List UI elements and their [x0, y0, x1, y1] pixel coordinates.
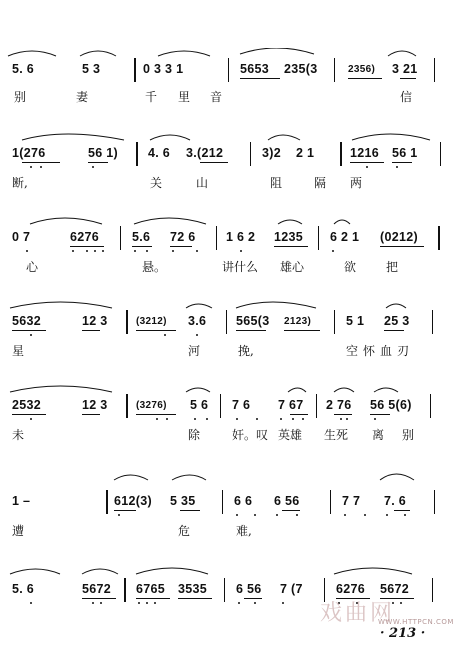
underline-mark — [392, 162, 412, 163]
notation-cell: 0 3 3 1 — [143, 62, 184, 76]
low-octave-dot — [92, 166, 94, 168]
notation-cell: 5632 — [12, 314, 42, 328]
bar-line — [120, 226, 121, 250]
underline-mark — [350, 162, 384, 163]
underline-mark — [274, 246, 308, 247]
notation-cell: 6276 — [70, 230, 100, 244]
low-octave-dot — [236, 514, 238, 516]
slur-marks — [0, 130, 470, 220]
lyric-char: 阻 — [270, 176, 283, 190]
bar-line — [316, 394, 317, 418]
low-octave-dot — [154, 602, 156, 604]
lyric-char: 雄心 — [280, 260, 305, 274]
underline-mark — [132, 246, 152, 247]
bar-line — [434, 58, 435, 82]
notation-cell: 5 35 — [170, 494, 196, 508]
notation-cell: 7 (7 — [280, 582, 303, 596]
bar-line — [220, 394, 221, 418]
underline-mark — [82, 414, 100, 415]
underline-mark — [178, 598, 212, 599]
lyric-char: 山 — [196, 176, 209, 190]
underline-mark — [82, 330, 100, 331]
notation-cell: 6 56 — [274, 494, 300, 508]
lyric-char: 里 — [178, 90, 191, 104]
notation-cell: 6765 — [136, 582, 166, 596]
lyric-char: 千 — [145, 90, 158, 104]
lyric-char: 隔 — [314, 176, 327, 190]
notation-cell: 12 3 — [82, 314, 108, 328]
bar-line — [438, 226, 440, 250]
underline-mark — [348, 78, 382, 79]
lyric-char: 星 — [12, 344, 25, 358]
lyric-char: 危 — [178, 524, 191, 538]
low-octave-dot — [236, 418, 238, 420]
notation-cell: (0212) — [380, 230, 418, 244]
low-octave-dot — [102, 250, 104, 252]
underline-mark — [236, 330, 266, 331]
notation-cell: 5. 6 — [12, 582, 35, 596]
notation-cell: 56 1) — [88, 146, 118, 160]
low-octave-dot — [172, 250, 174, 252]
lyric-char: 欲 — [344, 260, 357, 274]
underline-mark — [22, 162, 60, 163]
underline-mark — [200, 162, 228, 163]
bar-line — [250, 142, 251, 166]
low-octave-dot — [40, 166, 42, 168]
low-octave-dot — [254, 514, 256, 516]
bar-line — [434, 490, 435, 514]
low-octave-dot — [86, 250, 88, 252]
watermark-url: WWW.HTTPCN.COM — [378, 618, 454, 626]
bar-line — [430, 394, 431, 418]
notation-cell: 5 3 — [82, 62, 101, 76]
low-octave-dot — [282, 602, 284, 604]
low-octave-dot — [30, 418, 32, 420]
notation-cell: 1235 — [274, 230, 304, 244]
bar-line — [134, 58, 136, 82]
notation-cell: 6 56 — [236, 582, 262, 596]
notation-cell: 7 67 — [278, 398, 304, 412]
bar-line — [136, 142, 138, 166]
underline-mark — [394, 510, 410, 511]
lyric-char: 生死 — [324, 428, 349, 442]
bar-line — [216, 226, 217, 250]
lyric-char: 离 — [372, 428, 385, 442]
low-octave-dot — [166, 418, 168, 420]
low-octave-dot — [94, 250, 96, 252]
lyric-char: 挽, — [238, 344, 254, 358]
lyric-char: 把 — [386, 260, 399, 274]
underline-mark — [384, 330, 404, 331]
bar-line — [334, 58, 335, 82]
low-octave-dot — [156, 418, 158, 420]
low-octave-dot — [196, 334, 198, 336]
low-octave-dot — [344, 514, 346, 516]
notation-cell: 5672 — [380, 582, 410, 596]
low-octave-dot — [138, 602, 140, 604]
slur-marks — [0, 376, 470, 466]
underline-mark — [170, 246, 192, 247]
bar-line — [222, 490, 223, 514]
low-octave-dot — [340, 418, 342, 420]
notation-cell: 7. 6 — [384, 494, 407, 508]
notation-cell: 2123) — [284, 316, 312, 327]
low-octave-dot — [100, 602, 102, 604]
lyric-char: 信 — [400, 90, 413, 104]
bar-line — [318, 226, 319, 250]
low-octave-dot — [30, 166, 32, 168]
underline-mark — [70, 246, 104, 247]
underline-mark — [12, 414, 46, 415]
notation-cell: 5.6 — [132, 230, 151, 244]
low-octave-dot — [332, 250, 334, 252]
lyric-char: 难, — [236, 524, 252, 538]
notation-cell: 3.(212 — [186, 146, 224, 160]
lyric-char: 除 — [188, 428, 201, 442]
notation-cell: 72 6 — [170, 230, 196, 244]
notation-cell: 1 6 2 — [226, 230, 256, 244]
lyric-char: 心 — [26, 260, 39, 274]
low-octave-dot — [254, 602, 256, 604]
watermark-logo: 戏曲网 — [320, 601, 396, 626]
notation-cell: 1216 — [350, 146, 380, 160]
bar-line — [226, 310, 227, 334]
notation-cell: 565(3 — [236, 314, 270, 328]
notation-cell: 56 5(6) — [370, 398, 412, 412]
low-octave-dot — [30, 334, 32, 336]
bar-line — [330, 490, 331, 514]
low-octave-dot — [134, 250, 136, 252]
lyric-char: 关 — [150, 176, 163, 190]
notation-cell: 5 1 — [346, 314, 365, 328]
notation-cell: 3535 — [178, 582, 208, 596]
lyric-char: 空怀血刃 — [346, 344, 415, 358]
notation-cell: 6 6 — [234, 494, 253, 508]
low-octave-dot — [194, 418, 196, 420]
score-system-5 — [0, 376, 470, 466]
low-octave-dot — [146, 602, 148, 604]
notation-cell: 2 1 — [296, 146, 315, 160]
notation-cell: 5653 — [240, 62, 270, 76]
lyric-char: 别 — [14, 90, 27, 104]
low-octave-dot — [302, 418, 304, 420]
underline-mark — [82, 598, 116, 599]
notation-cell: 0 7 — [12, 230, 31, 244]
slur-marks — [0, 294, 470, 384]
underline-mark — [12, 330, 46, 331]
low-octave-dot — [296, 514, 298, 516]
low-octave-dot — [364, 514, 366, 516]
underline-mark — [334, 414, 352, 415]
bar-line — [106, 490, 108, 514]
low-octave-dot — [276, 514, 278, 516]
low-octave-dot — [374, 418, 376, 420]
underline-mark — [88, 162, 108, 163]
low-octave-dot — [146, 250, 148, 252]
underline-mark — [136, 414, 176, 415]
low-octave-dot — [256, 418, 258, 420]
notation-cell: 7 7 — [342, 494, 361, 508]
low-octave-dot — [386, 514, 388, 516]
low-octave-dot — [238, 602, 240, 604]
lyric-char: 奸。叹 — [232, 428, 269, 442]
notation-cell: 7 6 — [232, 398, 251, 412]
notation-cell: 6276 — [336, 582, 366, 596]
score-system-6 — [0, 460, 470, 550]
notation-cell: 12 3 — [82, 398, 108, 412]
slur-marks — [0, 212, 470, 302]
lyric-char: 音 — [210, 90, 223, 104]
notation-cell: 25 3 — [384, 314, 410, 328]
underline-mark — [114, 510, 136, 511]
low-octave-dot — [366, 166, 368, 168]
lyric-char: 讲什么 — [222, 260, 259, 274]
bar-line — [126, 394, 128, 418]
low-octave-dot — [196, 250, 198, 252]
bar-line — [440, 142, 441, 166]
notation-cell: 1(276 — [12, 146, 46, 160]
score-system-3 — [0, 212, 470, 302]
lyric-char: 遭 — [12, 524, 25, 538]
lyric-char: 未 — [12, 428, 25, 442]
bar-line — [124, 578, 126, 602]
score-system-1 — [0, 48, 470, 138]
bar-line — [340, 142, 342, 166]
bar-line — [126, 310, 128, 334]
low-octave-dot — [30, 602, 32, 604]
low-octave-dot — [396, 166, 398, 168]
lyric-char: 别 — [402, 428, 415, 442]
notation-cell: 4. 6 — [148, 146, 171, 160]
low-octave-dot — [26, 250, 28, 252]
low-octave-dot — [404, 514, 406, 516]
score-system-2 — [0, 130, 470, 220]
low-octave-dot — [280, 418, 282, 420]
low-octave-dot — [72, 250, 74, 252]
low-octave-dot — [240, 250, 242, 252]
notation-cell: 5672 — [82, 582, 112, 596]
underline-mark — [136, 330, 176, 331]
notation-cell: (3212) — [136, 316, 167, 327]
notation-cell: 3)2 — [262, 146, 281, 160]
notation-cell: 56 1 — [392, 146, 418, 160]
bar-line — [334, 310, 335, 334]
page-number: · 213 · — [380, 626, 426, 641]
underline-mark — [180, 510, 200, 511]
underline-mark — [290, 414, 308, 415]
low-octave-dot — [164, 334, 166, 336]
underline-mark — [400, 78, 416, 79]
underline-mark — [370, 414, 390, 415]
lyric-char: 妻 — [76, 90, 89, 104]
notation-cell: 3.6 — [188, 314, 207, 328]
notation-cell: (3276) — [136, 400, 167, 411]
lyric-char: 两 — [350, 176, 363, 190]
underline-mark — [282, 510, 300, 511]
underline-mark — [136, 598, 170, 599]
notation-cell: 6 2 1 — [330, 230, 360, 244]
underline-mark — [284, 330, 320, 331]
notation-cell: 2532 — [12, 398, 42, 412]
underline-mark — [240, 78, 280, 79]
notation-cell: 5 6 — [190, 398, 209, 412]
notation-cell: 2356) — [348, 64, 376, 75]
notation-cell: 5. 6 — [12, 62, 35, 76]
score-system-4 — [0, 294, 470, 384]
low-octave-dot — [346, 418, 348, 420]
lyric-char: 悬。 — [142, 260, 167, 274]
lyric-char: 断, — [12, 176, 28, 190]
notation-cell: 1 – — [12, 494, 31, 508]
notation-cell: 612(3) — [114, 494, 152, 508]
notation-cell: 235(3 — [284, 62, 318, 76]
underline-mark — [380, 246, 424, 247]
low-octave-dot — [292, 418, 294, 420]
low-octave-dot — [92, 602, 94, 604]
low-octave-dot — [118, 514, 120, 516]
bar-line — [432, 310, 433, 334]
bar-line — [224, 578, 225, 602]
bar-line — [228, 58, 229, 82]
notation-cell: 3 21 — [392, 62, 418, 76]
underline-mark — [244, 598, 262, 599]
lyric-char: 河 — [188, 344, 201, 358]
lyric-char: 英雄 — [278, 428, 303, 442]
low-octave-dot — [206, 418, 208, 420]
notation-cell: 2 76 — [326, 398, 352, 412]
